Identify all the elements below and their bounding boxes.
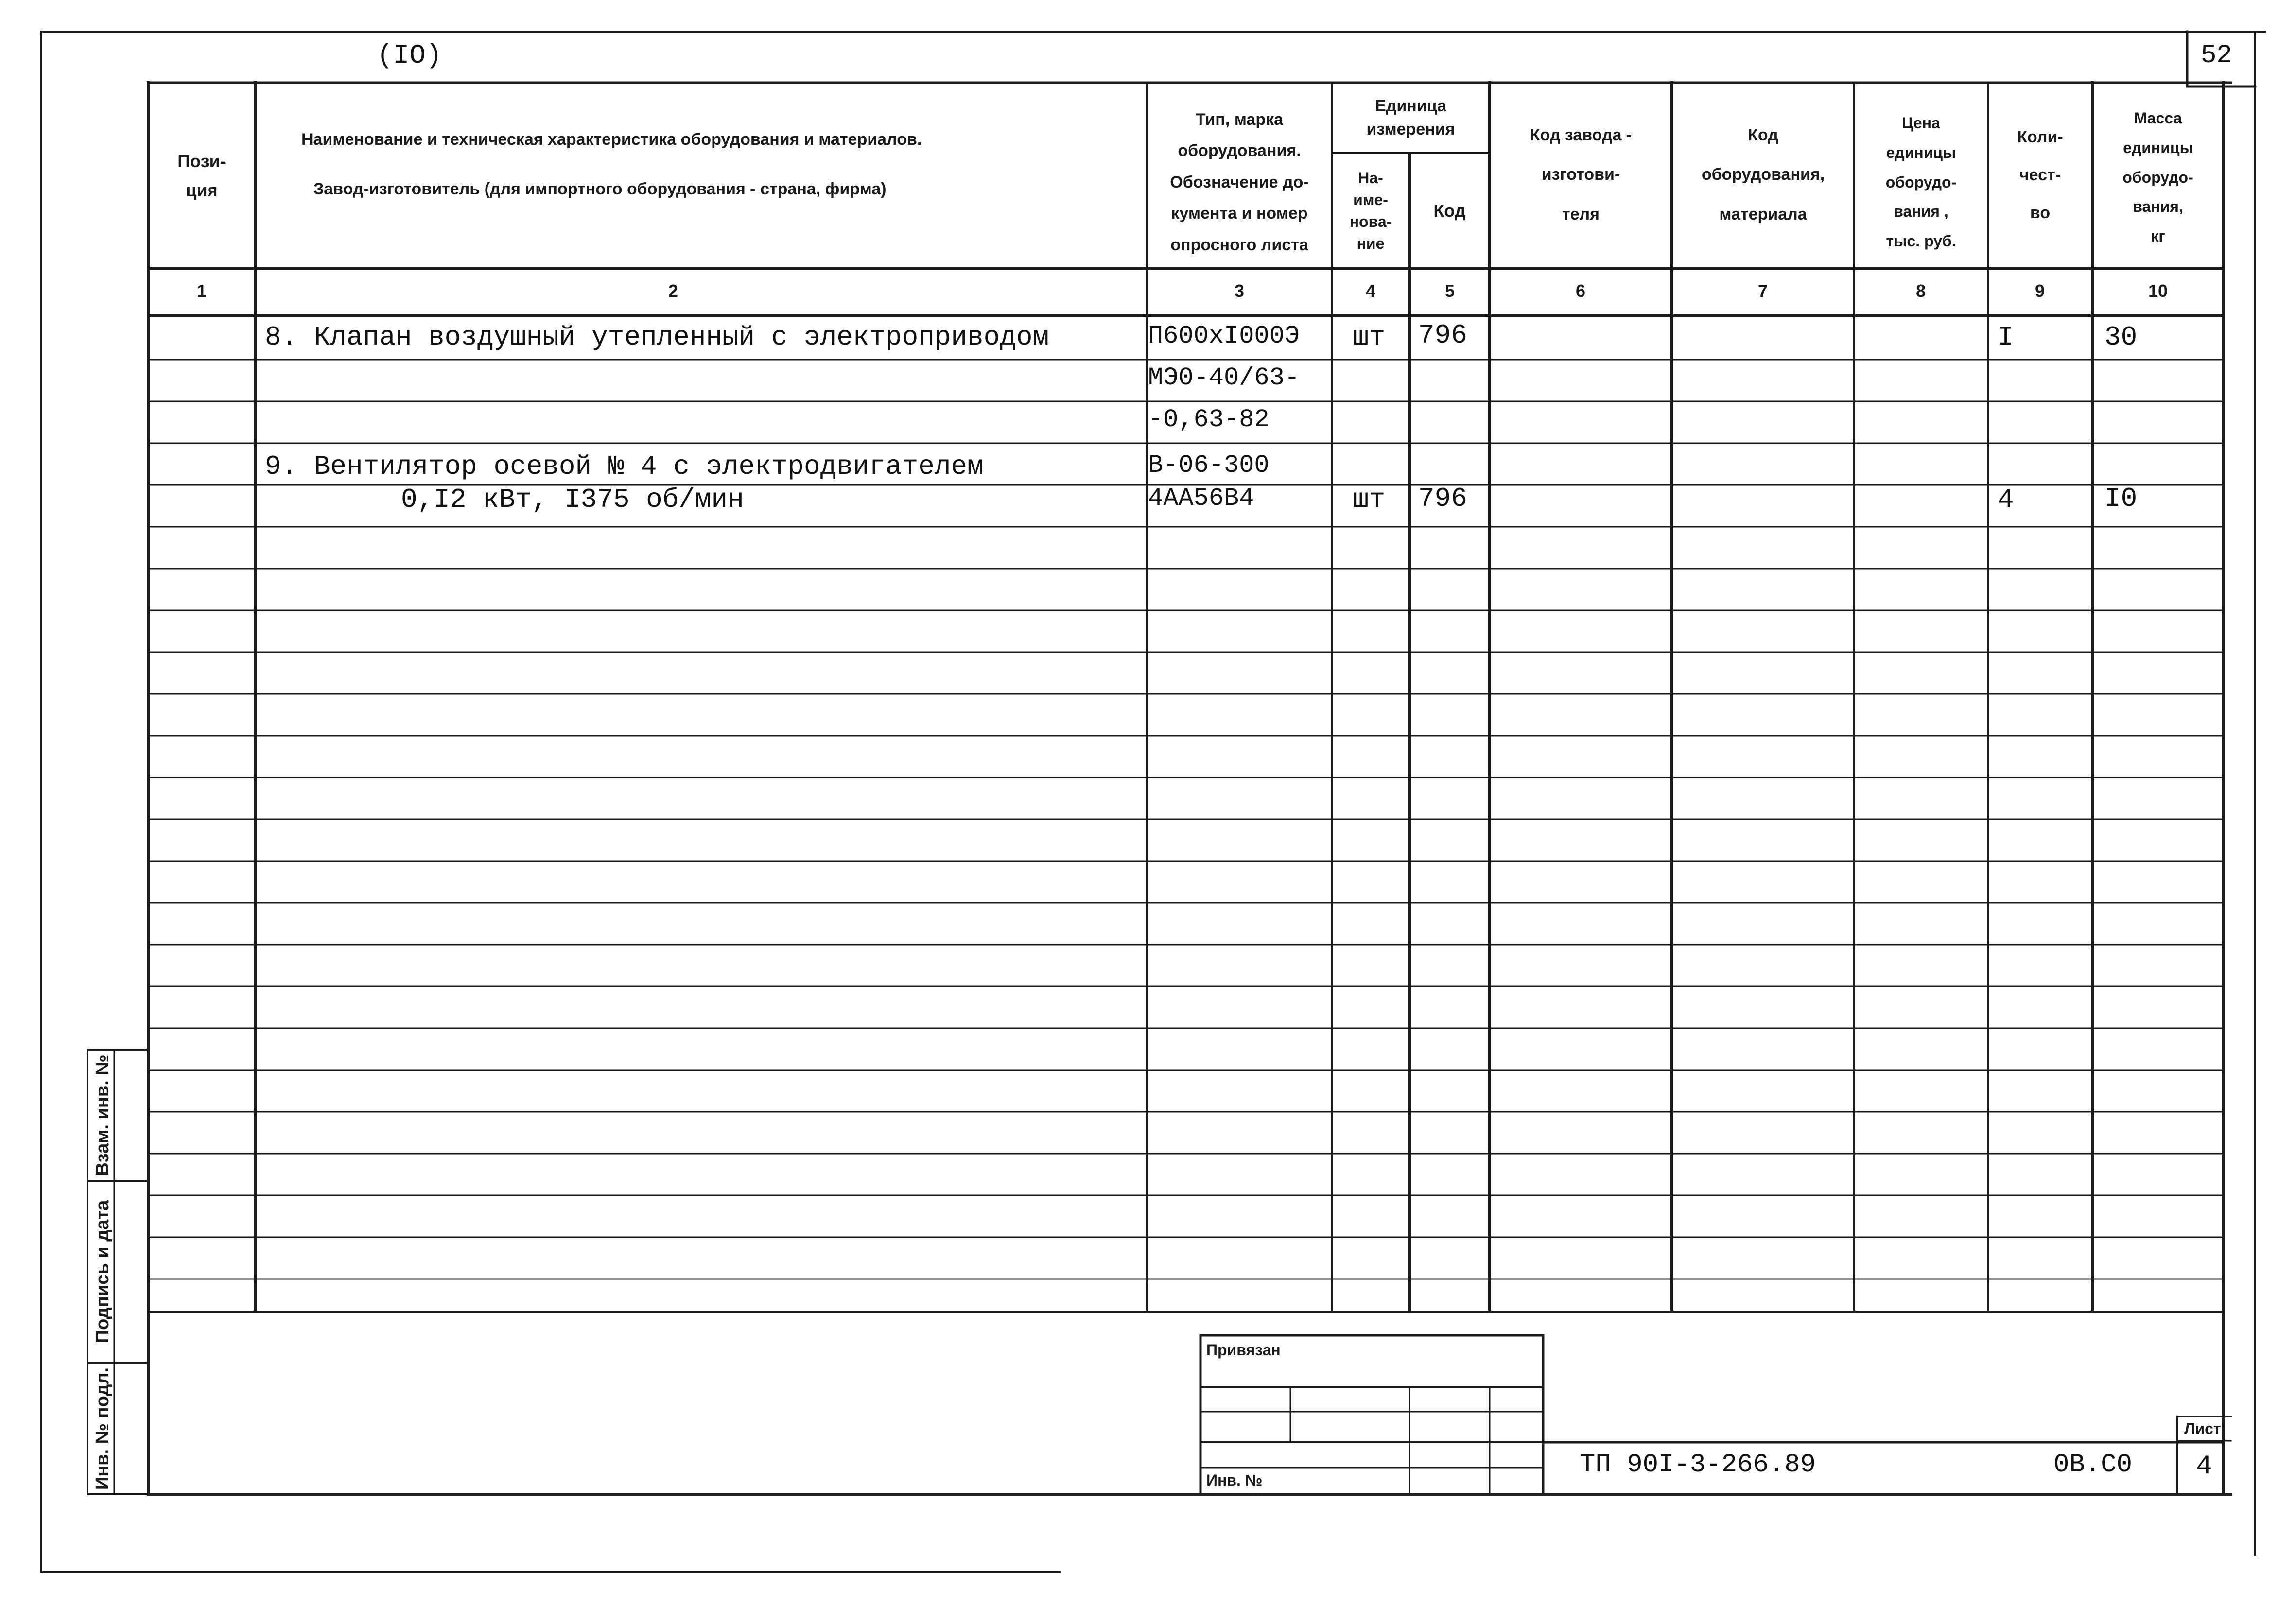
column-number: 3 — [1234, 281, 1245, 301]
item9-type-1: В-06-300 — [1148, 451, 1270, 480]
item8-unit: шт — [1353, 322, 1386, 353]
inv-label: Инв. № — [1206, 1471, 1263, 1489]
header-type: Тип, марка оборудования. Обозначение до- кумента и номер опросного листа — [1170, 110, 1309, 254]
column-number: 7 — [1757, 281, 1768, 301]
column-number: 8 — [1915, 281, 1926, 301]
column-number: 1 — [196, 281, 207, 301]
item9-unit: шт — [1353, 484, 1386, 515]
section-code: 0В.С0 — [2053, 1450, 2133, 1480]
side-sign-date: Подпись и дата — [92, 1200, 113, 1344]
item8-name: 8. Клапан воздушный утепленный с электроприводом — [265, 322, 1049, 353]
item9-qty: 4 — [1998, 484, 2014, 515]
header-quantity: Коли- чест- во — [2017, 127, 2063, 223]
doc-code: ТП 90I-3-266.89 — [1580, 1450, 1816, 1480]
item9-type-2: 4АА56В4 — [1148, 484, 1254, 513]
column-number: 6 — [1575, 281, 1586, 301]
item9-mass: I0 — [2105, 483, 2138, 514]
sheet-marker: (IO) — [377, 40, 442, 71]
header-name-line1: Наименование и техническая характеристика оборудования и материалов. — [301, 130, 922, 149]
item8-type-1: П600хI000Э — [1148, 322, 1300, 350]
column-number: 9 — [2035, 281, 2045, 301]
header-plant-code: Код завода - изготови- теля — [1530, 125, 1632, 224]
sheet-value: 4 — [2196, 1451, 2212, 1482]
header-name-line2: Завод-изготовитель (для импортного оборудования - страна, фирма) — [313, 180, 887, 198]
item8-type-3: -0,63-82 — [1148, 405, 1270, 434]
header-price: Цена единицы оборудо- вания , тыс. руб. — [1885, 114, 1957, 250]
header-mass: Масса единицы оборудо- вания, кг — [2122, 109, 2193, 245]
side-inv-orig: Инв. № подл. — [92, 1367, 113, 1490]
item9-spec: 0,I2 кВт, I375 об/мин — [401, 484, 744, 515]
header-equipment-code: Код оборудования, материала — [1701, 125, 1825, 224]
header-unit: Единица измерения — [1366, 96, 1455, 138]
header-position: Пози- ция — [177, 151, 226, 200]
item8-qty: I — [1998, 322, 2014, 353]
bound-label: Привязан — [1206, 1341, 1281, 1359]
column-number: 5 — [1444, 281, 1455, 301]
item8-type-2: МЭ0-40/63- — [1148, 363, 1300, 392]
item9-name: 9. Вентилятор осевой № 4 с электродвигателем — [265, 451, 984, 482]
item8-mass: 30 — [2105, 322, 2138, 353]
column-number: 4 — [1365, 281, 1376, 301]
item8-code: 796 — [1418, 320, 1467, 351]
header-unit-name: На- име- нова- ние — [1349, 169, 1392, 252]
header-unit-code: Код — [1433, 201, 1466, 221]
column-number: 2 — [668, 281, 678, 301]
sheet-label: Лист — [2184, 1420, 2221, 1437]
item9-code: 796 — [1418, 483, 1467, 514]
side-replace-inv: Взам. инв. № — [92, 1054, 113, 1176]
column-number: 10 — [2148, 281, 2168, 301]
sheet-number-top: 52 — [2201, 41, 2232, 70]
